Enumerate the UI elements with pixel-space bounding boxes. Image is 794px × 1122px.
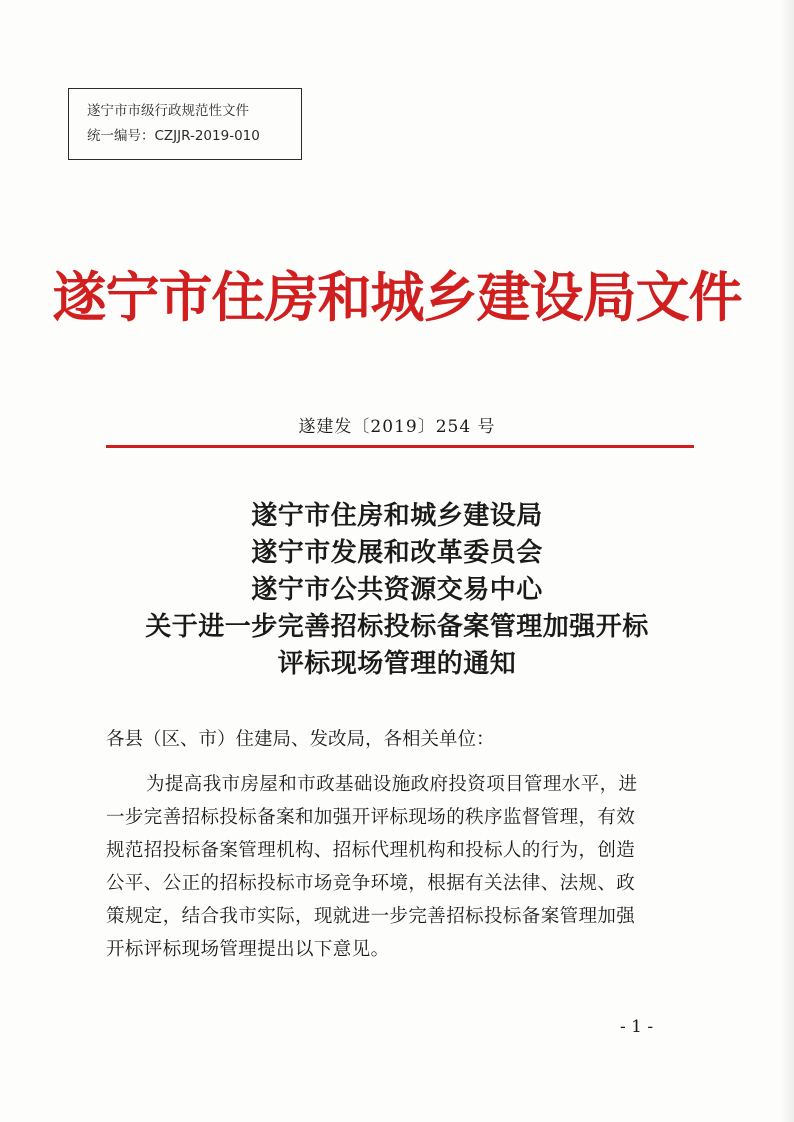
body-line: 规范招投标备案管理机构、招标代理机构和投标人的行为，创造 xyxy=(106,840,636,861)
red-divider-line xyxy=(106,445,694,448)
salutation: 各县（区、市）住建局、发改局，各相关单位： xyxy=(106,729,495,750)
page-number: - 1 - xyxy=(620,1017,654,1037)
notice-title xyxy=(0,498,794,683)
notice-title-line-3: 遂宁市公共资源交易中心 xyxy=(251,575,543,605)
body-line: 一步完善招标投标备案和加强开评标现场的秩序监督管理，有效 xyxy=(106,807,636,828)
body-line: 为提高我市房屋和市政基础设施政府投资项目管理水平，进 xyxy=(146,774,638,795)
body-line: 公平、公正的招标投标市场竞争环境，根据有关法律、法规、政 xyxy=(106,873,636,894)
notice-title-line-1: 遂宁市住房和城乡建设局 xyxy=(251,501,543,531)
registration-line-1: 遂宁市市级行政规范性文件 xyxy=(87,103,249,119)
notice-title-line-4: 关于进一步完善招标投标备案管理加强开标 xyxy=(145,612,649,642)
body-paragraph xyxy=(106,768,694,966)
body-line: 开标评标现场管理提出以下意见。 xyxy=(106,939,390,960)
notice-title-line-2: 遂宁市发展和改革委员会 xyxy=(251,538,543,568)
registration-box xyxy=(68,88,302,160)
registration-line-2: 统一编号：CZJJR-2019-010 xyxy=(87,128,260,144)
document-number: 遂建发〔2019〕254 号 xyxy=(298,417,496,437)
notice-title-line-5: 评标现场管理的通知 xyxy=(277,649,517,679)
red-header-title: 遂宁市住房和城乡建设局文件 xyxy=(52,266,742,329)
body-line: 策规定，结合我市实际，现就进一步完善招标投标备案管理加强 xyxy=(106,906,636,927)
